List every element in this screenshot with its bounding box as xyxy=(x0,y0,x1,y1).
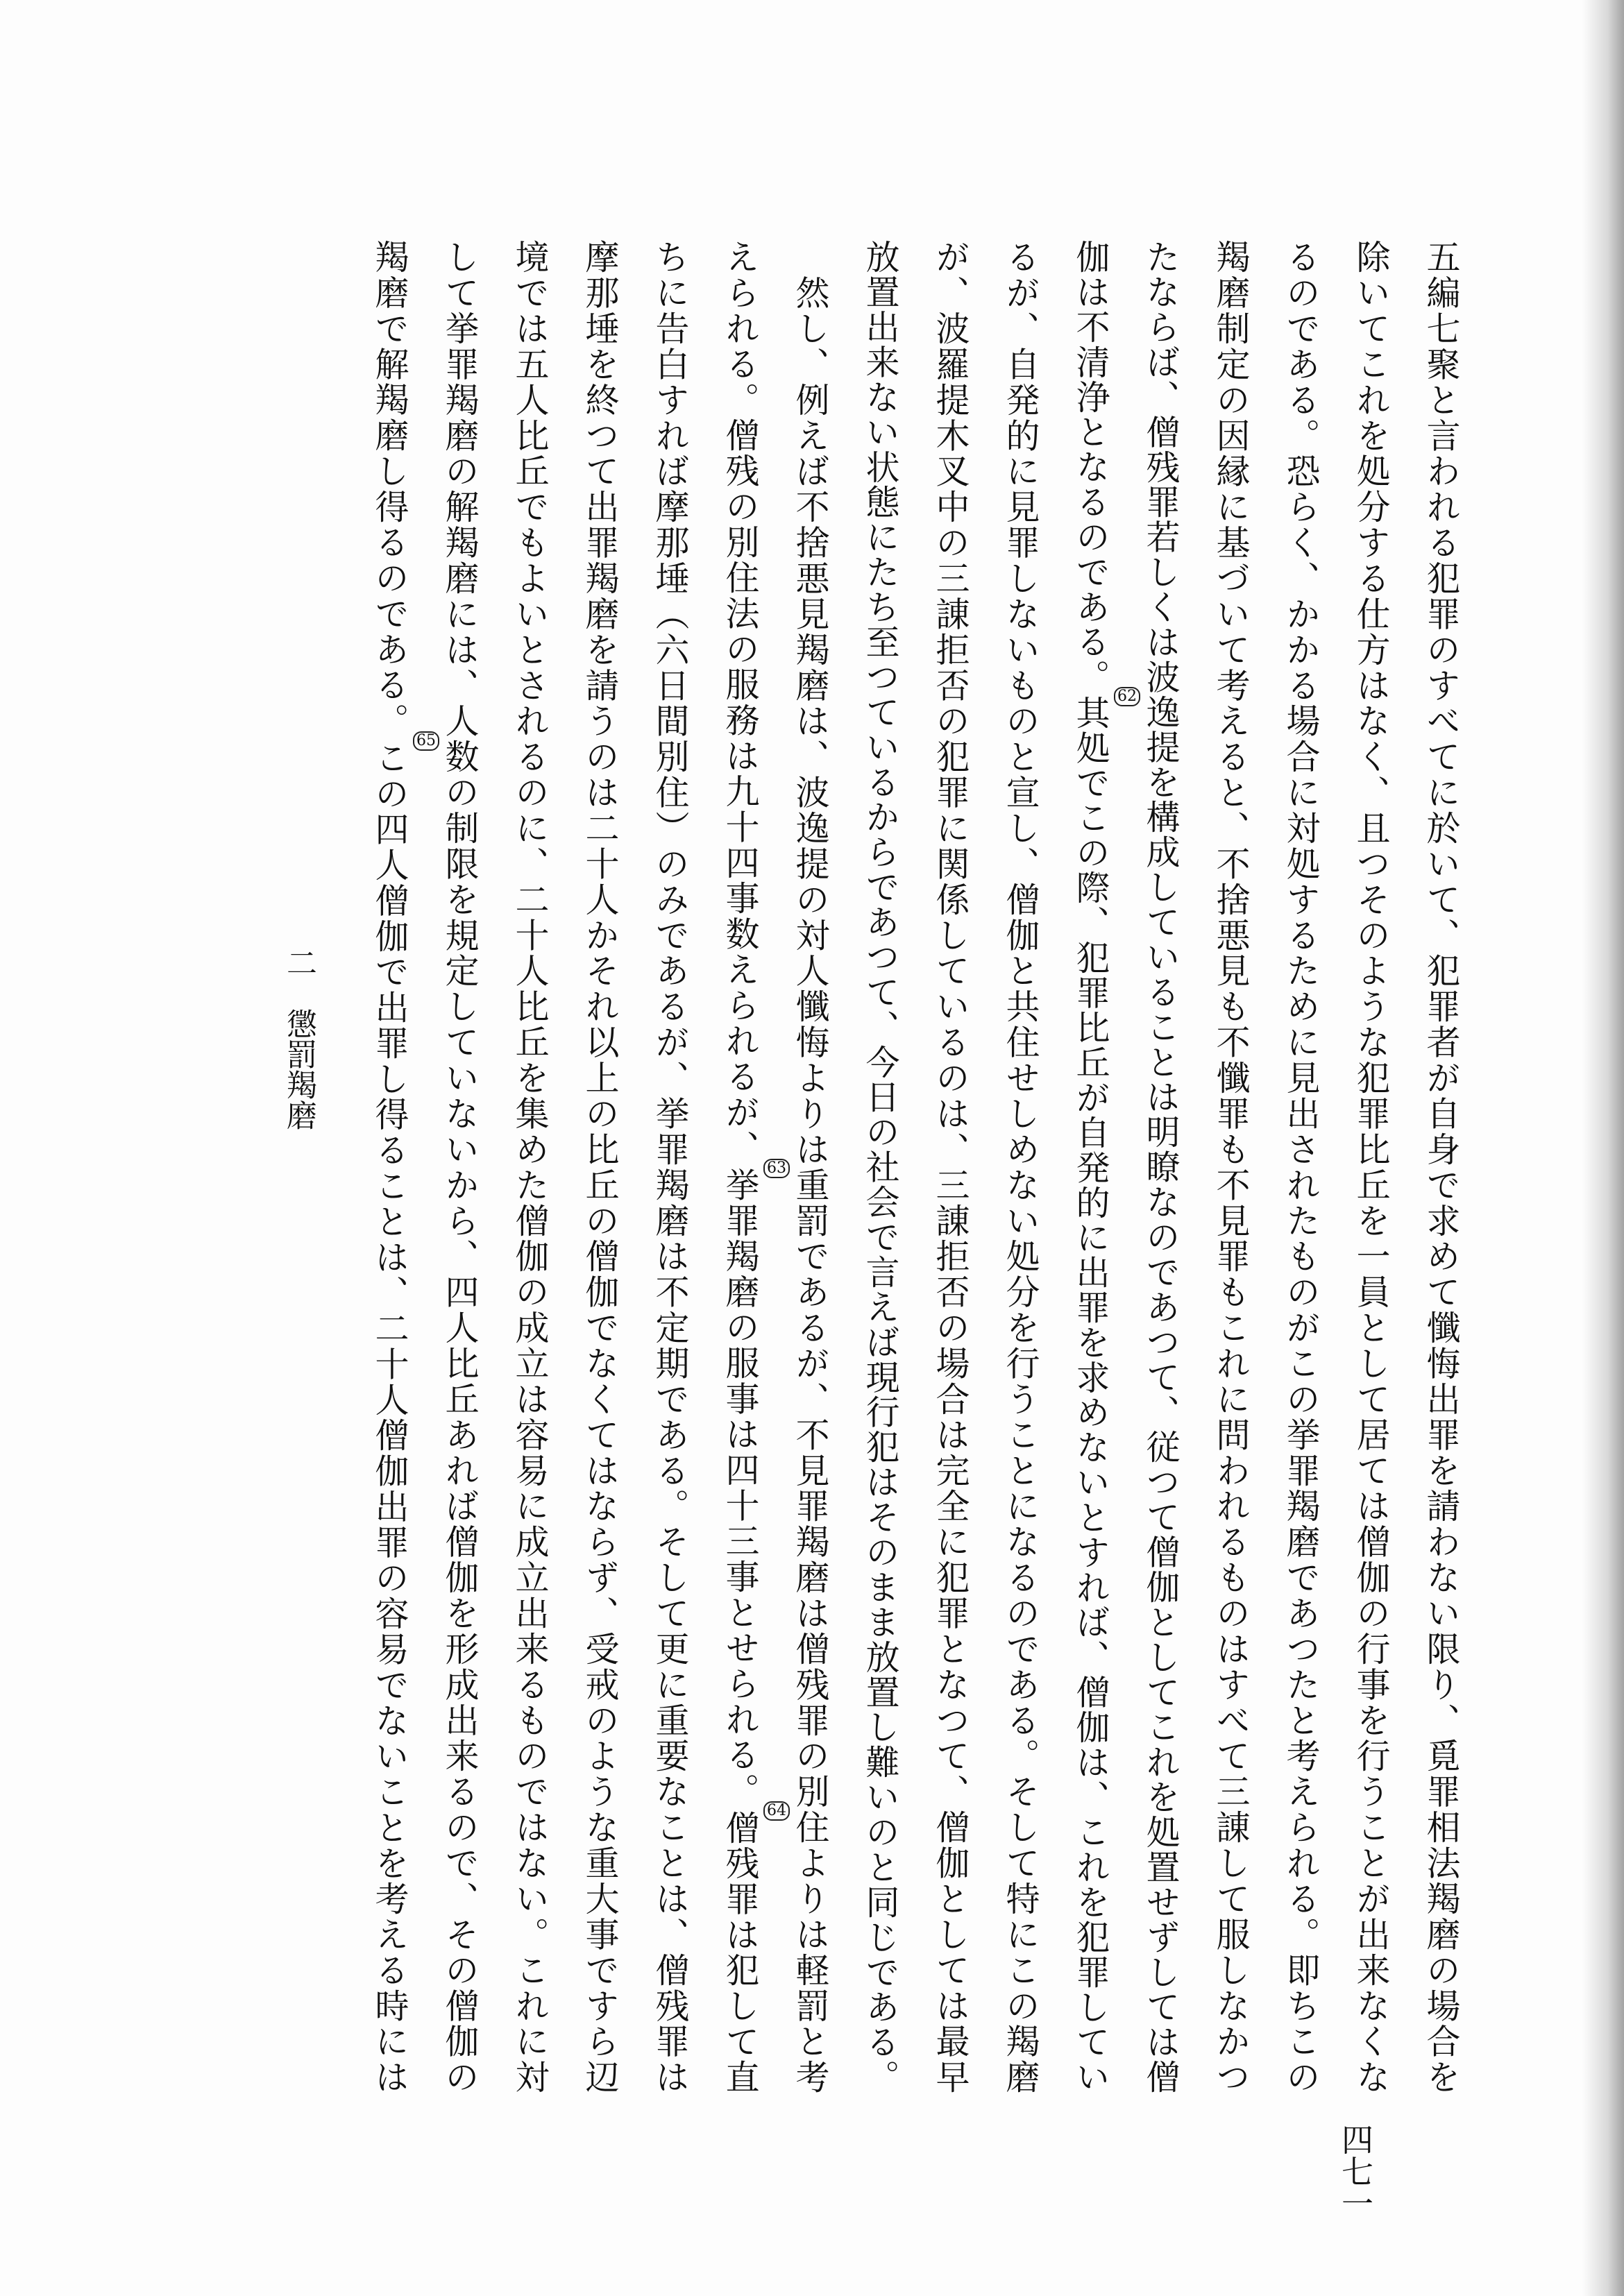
text-segment: るが、自発的に見罪しないものと宣し、僧伽と共住せしめない処分を行うことになるのである。そして特にこの羯磨 xyxy=(1001,239,1040,2093)
text-segment: 然し、例えば不捨悪見羯磨は、波逸提の対人懺悔よりは重罰であるが、不見罪羯磨は僧残罪の別住よりは軽罰と考 xyxy=(790,239,830,2094)
text-column xyxy=(1336,239,1406,2093)
text-column xyxy=(705,239,786,2094)
text-column xyxy=(986,239,1056,2093)
text-column xyxy=(425,239,495,2093)
text-segment: たならば、僧残罪若しくは波逸提を構成していることは明瞭なのであつて、従つて僧伽としてこれを処置せずしては僧 xyxy=(1141,239,1181,2093)
text-segment: 摩那埵を終つて出罪羯磨を請うのは二十人かそれ以上の比丘の僧伽でなくてはならず、受戒のような重大事ですら辺 xyxy=(580,239,620,2094)
text-column xyxy=(915,239,986,2093)
body-text xyxy=(355,239,1476,2093)
page-number: 四七一 xyxy=(1337,2123,1374,2219)
text-column xyxy=(1406,239,1476,2093)
text-column xyxy=(635,239,705,2093)
text-segment: るのである。恐らく、かかる場合に対処するために見出されたものがこの挙罪羯磨であつたと考えられる。即ちこの xyxy=(1281,239,1321,2093)
running-head: 二 懲罰羯磨 xyxy=(281,947,316,1130)
text-segment: 伽は不清浄となるのである。 xyxy=(1071,239,1110,695)
text-segment: 僧残罪は犯して直 xyxy=(720,1808,760,2094)
text-segment: 其処でこの際、犯罪比丘が自発的に出罪を求めないとすれば、僧伽は、これを犯罪してい xyxy=(1071,694,1110,2094)
text-segment: して挙罪羯磨の解羯磨には、人数の制限を規定していないから、四人比丘あれば僧伽を形成出来るので、その僧伽の xyxy=(440,239,480,2093)
text-column xyxy=(565,239,635,2093)
footnote-number: 62 xyxy=(1114,687,1140,706)
text-segment: 除いてこれを処分する仕方はなく、且つそのような犯罪比丘を一員として居ては僧伽の行事を行うことが出来なくな xyxy=(1351,239,1391,2094)
text-column xyxy=(495,239,565,2093)
text-segment: えられる。僧残の別住法の服務は九十四事数えられるが、 xyxy=(720,239,760,1166)
text-segment: 羯磨で解羯磨し得るのである。 xyxy=(370,239,409,739)
text-segment: 挙罪羯磨の服事は四十三事とせられる。 xyxy=(720,1165,760,1809)
text-segment: が、波羅提木叉中の三諌拒否の犯罪に関係しているのは、三諌拒否の場合は完全に犯罪となつて、僧伽としては最早 xyxy=(931,239,970,2093)
text-column xyxy=(355,239,436,2094)
text-segment: 羯磨制定の因縁に基づいて考えると、不捨悪見も不懺罪も不見罪もこれに問われるものはすべて三諌して服しなかつ xyxy=(1211,239,1251,2094)
text-segment: この四人僧伽で出罪し得ることは、二十人僧伽出罪の容易でないことを考える時には xyxy=(370,738,409,2094)
footnote-number: 64 xyxy=(763,1801,790,1821)
text-column xyxy=(1056,239,1137,2094)
text-segment: ちに告白すれば摩那埵（六日間別住）のみであるが、挙罪羯磨は不定期である。そして更に重要なことは、僧残罪は xyxy=(650,239,690,2093)
text-column xyxy=(1126,239,1196,2093)
text-column xyxy=(845,239,915,2093)
text-column xyxy=(1266,239,1336,2093)
footnote-number: 65 xyxy=(413,731,439,751)
scan-edge-shadow xyxy=(1582,0,1624,2296)
footnote-number: 63 xyxy=(763,1159,790,1178)
text-column xyxy=(1196,239,1266,2093)
text-segment: 放置出来ない状態にたち至つているからであつて、今日の社会で言えば現行犯はそのまま放置し難いのと同じである。 xyxy=(861,239,900,2094)
text-segment: 五編七聚と言われる犯罪のすべてに於いて、犯罪者が自身で求めて懺悔出罪を請わない限り、覓罪相法羯磨の場合を xyxy=(1421,239,1461,2094)
text-segment: 境では五人比丘でもよいとされるのに、二十人比丘を集めた僧伽の成立は容易に成立出来るものではない。これに対 xyxy=(510,239,550,2094)
